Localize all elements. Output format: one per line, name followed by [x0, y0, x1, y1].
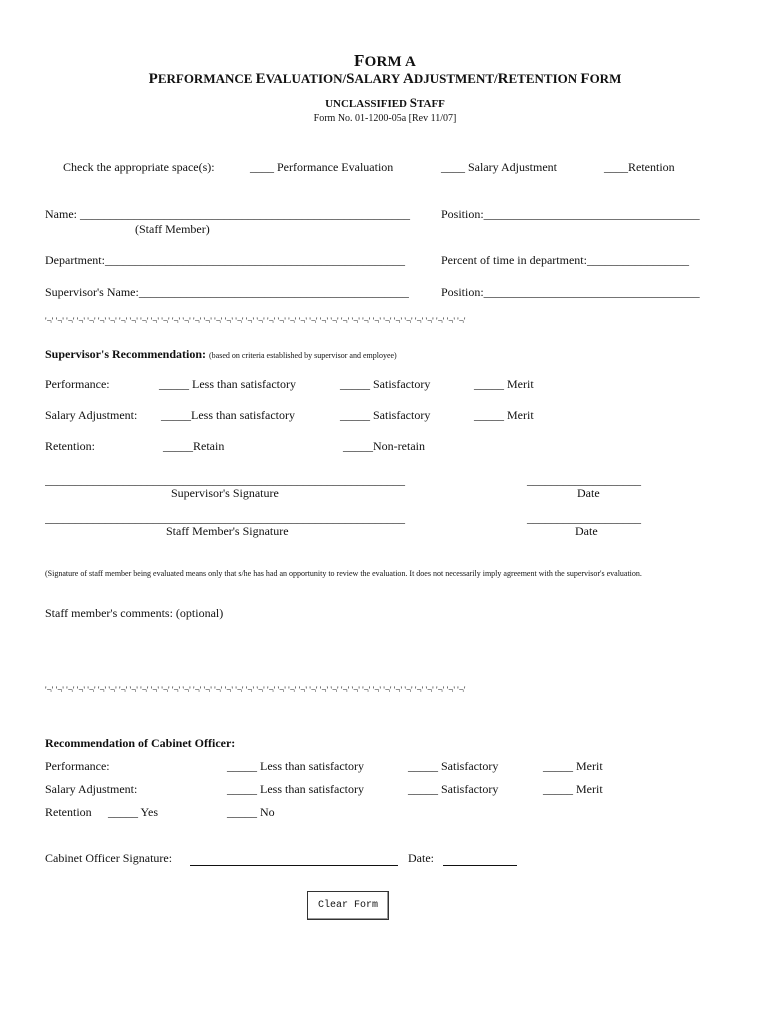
cabinet-recommendation-heading: Recommendation of Cabinet Officer:: [45, 736, 236, 750]
staff-member-caption: (Staff Member): [135, 222, 210, 236]
staff-date-line[interactable]: ___________________: [527, 511, 641, 525]
cabinet-salary-satisfactory-option[interactable]: _____ Satisfactory: [408, 782, 499, 796]
subtitle-word-initial: P: [148, 71, 158, 87]
supervisor-date-line[interactable]: ___________________: [527, 473, 641, 487]
subtitle-word-initial: R: [497, 71, 509, 87]
cabinet-date-field[interactable]: [443, 865, 517, 866]
cabinet-retention-no-option[interactable]: _____ No: [227, 805, 275, 819]
performance-less-option[interactable]: _____ Less than satisfactory: [159, 377, 296, 391]
subtitle-word-initial: F: [580, 71, 590, 87]
checkbox-retention[interactable]: ____Retention: [604, 160, 675, 174]
form-title-initial: F: [353, 51, 365, 70]
percent-time-field[interactable]: Percent of time in department:_________________: [441, 253, 689, 267]
name-field[interactable]: Name: _______________________________________________________: [45, 207, 410, 221]
staff-comments-area[interactable]: [45, 624, 685, 679]
subtitle-word: ETENTION: [508, 71, 581, 86]
subtitle-word: ERFORMANCE: [157, 71, 256, 86]
staff-signature-caption: Staff Member's Signature: [166, 524, 289, 538]
clear-form-button[interactable]: Clear Form: [307, 891, 389, 920]
salary-less-option[interactable]: _____Less than satisfactory: [161, 408, 295, 422]
salary-satisfactory-option[interactable]: _____ Satisfactory: [340, 408, 431, 422]
form-staff-type: [0, 96, 770, 110]
checkbox-performance-evaluation[interactable]: ____ Performance Evaluation: [250, 160, 394, 174]
subtitle-word: VALUATION/: [265, 71, 347, 86]
cabinet-performance-less-option[interactable]: _____ Less than satisfactory: [227, 759, 364, 773]
cabinet-signature-field[interactable]: [190, 865, 398, 866]
performance-merit-option[interactable]: _____ Merit: [474, 377, 534, 391]
cabinet-signature-label: Cabinet Officer Signature:: [45, 851, 173, 865]
supervisor-rec-note: (based on criteria established by supervisor and employee): [209, 351, 397, 360]
retention-label: Retention:: [45, 439, 95, 453]
cabinet-performance-satisfactory-option[interactable]: _____ Satisfactory: [408, 759, 499, 773]
retention-retain-option[interactable]: _____Retain: [163, 439, 225, 453]
salary-label: Salary Adjustment:: [45, 408, 138, 422]
signature-disclaimer: (Signature of staff member being evaluated means only that s/he has had an opportunity to review the evaluation. It does not necessarily imply agreement with the supervisor's evaluation.: [45, 569, 642, 578]
cabinet-performance-merit-option[interactable]: _____ Merit: [543, 759, 603, 773]
section-separator: '¬' '¬' '¬' '¬' '¬' '¬' '¬' '¬' '¬' '¬' '¬' '¬' '¬' '¬' '¬' '¬' '¬' '¬' '¬' '¬' '¬' '¬' '¬' '¬' '¬' '¬' '¬' '¬' '¬' '¬' '¬' '¬' '¬' '¬' '¬' '¬' '¬' '¬' '¬' '¬': [45, 685, 466, 695]
subtitle-word-initial: S: [346, 71, 355, 87]
salary-merit-option[interactable]: _____ Merit: [474, 408, 534, 422]
cabinet-retention-label: Retention: [45, 805, 92, 819]
cabinet-date-label: Date:: [408, 851, 434, 865]
subtitle-word: DJUSTMENT/: [413, 71, 498, 86]
section-separator: '¬' '¬' '¬' '¬' '¬' '¬' '¬' '¬' '¬' '¬' '¬' '¬' '¬' '¬' '¬' '¬' '¬' '¬' '¬' '¬' '¬' '¬' '¬' '¬' '¬' '¬' '¬' '¬' '¬' '¬' '¬' '¬' '¬' '¬' '¬' '¬' '¬' '¬' '¬' '¬': [45, 316, 466, 326]
cabinet-salary-less-option[interactable]: _____ Less than satisfactory: [227, 782, 364, 796]
staff-date-caption: Date: [575, 524, 598, 538]
performance-label: Performance:: [45, 377, 110, 391]
supervisor-name-field[interactable]: Supervisor's Name:_____________________________________________: [45, 285, 409, 299]
form-title: [0, 52, 770, 70]
check-label: Check the appropriate space(s):: [63, 160, 215, 174]
retention-nonretain-option[interactable]: _____Non-retain: [343, 439, 425, 453]
department-field[interactable]: Department:__________________________________________________: [45, 253, 405, 267]
staff-type-initial: S: [409, 95, 417, 110]
staff-signature-line[interactable]: ____________________________________________________________: [45, 512, 405, 524]
supervisor-signature-line[interactable]: ____________________________________________________________: [45, 474, 405, 486]
supervisor-rec-title: Supervisor's Recommendation:: [45, 347, 206, 361]
subtitle-word: ALARY: [354, 71, 404, 86]
staff-comments-label: Staff member's comments: (optional): [45, 606, 224, 620]
staff-type-rest: TAFF: [417, 98, 445, 110]
supervisor-recommendation-heading: [45, 348, 397, 360]
form-title-rest: ORM A: [364, 54, 416, 70]
position-field[interactable]: Position:____________________________________: [441, 207, 700, 221]
supervisor-signature-caption: Supervisor's Signature: [171, 486, 279, 500]
cabinet-salary-label: Salary Adjustment:: [45, 782, 138, 796]
subtitle-word-initial: A: [403, 71, 414, 87]
form-subtitle: [0, 72, 770, 87]
cabinet-performance-label: Performance:: [45, 759, 110, 773]
cabinet-salary-merit-option[interactable]: _____ Merit: [543, 782, 603, 796]
checkbox-salary-adjustment[interactable]: ____ Salary Adjustment: [441, 160, 557, 174]
performance-satisfactory-option[interactable]: _____ Satisfactory: [340, 377, 431, 391]
cabinet-retention-yes-option[interactable]: _____ Yes: [108, 805, 159, 819]
form-number: Form No. 01-1200-05a [Rev 11/07]: [313, 113, 457, 124]
subtitle-word: ORM: [589, 71, 622, 86]
staff-type-prefix: UNCLASSIFIED: [325, 98, 410, 110]
subtitle-word-initial: E: [255, 71, 266, 87]
supervisor-date-caption: Date: [577, 486, 600, 500]
supervisor-position-field[interactable]: Position:____________________________________: [441, 285, 700, 299]
